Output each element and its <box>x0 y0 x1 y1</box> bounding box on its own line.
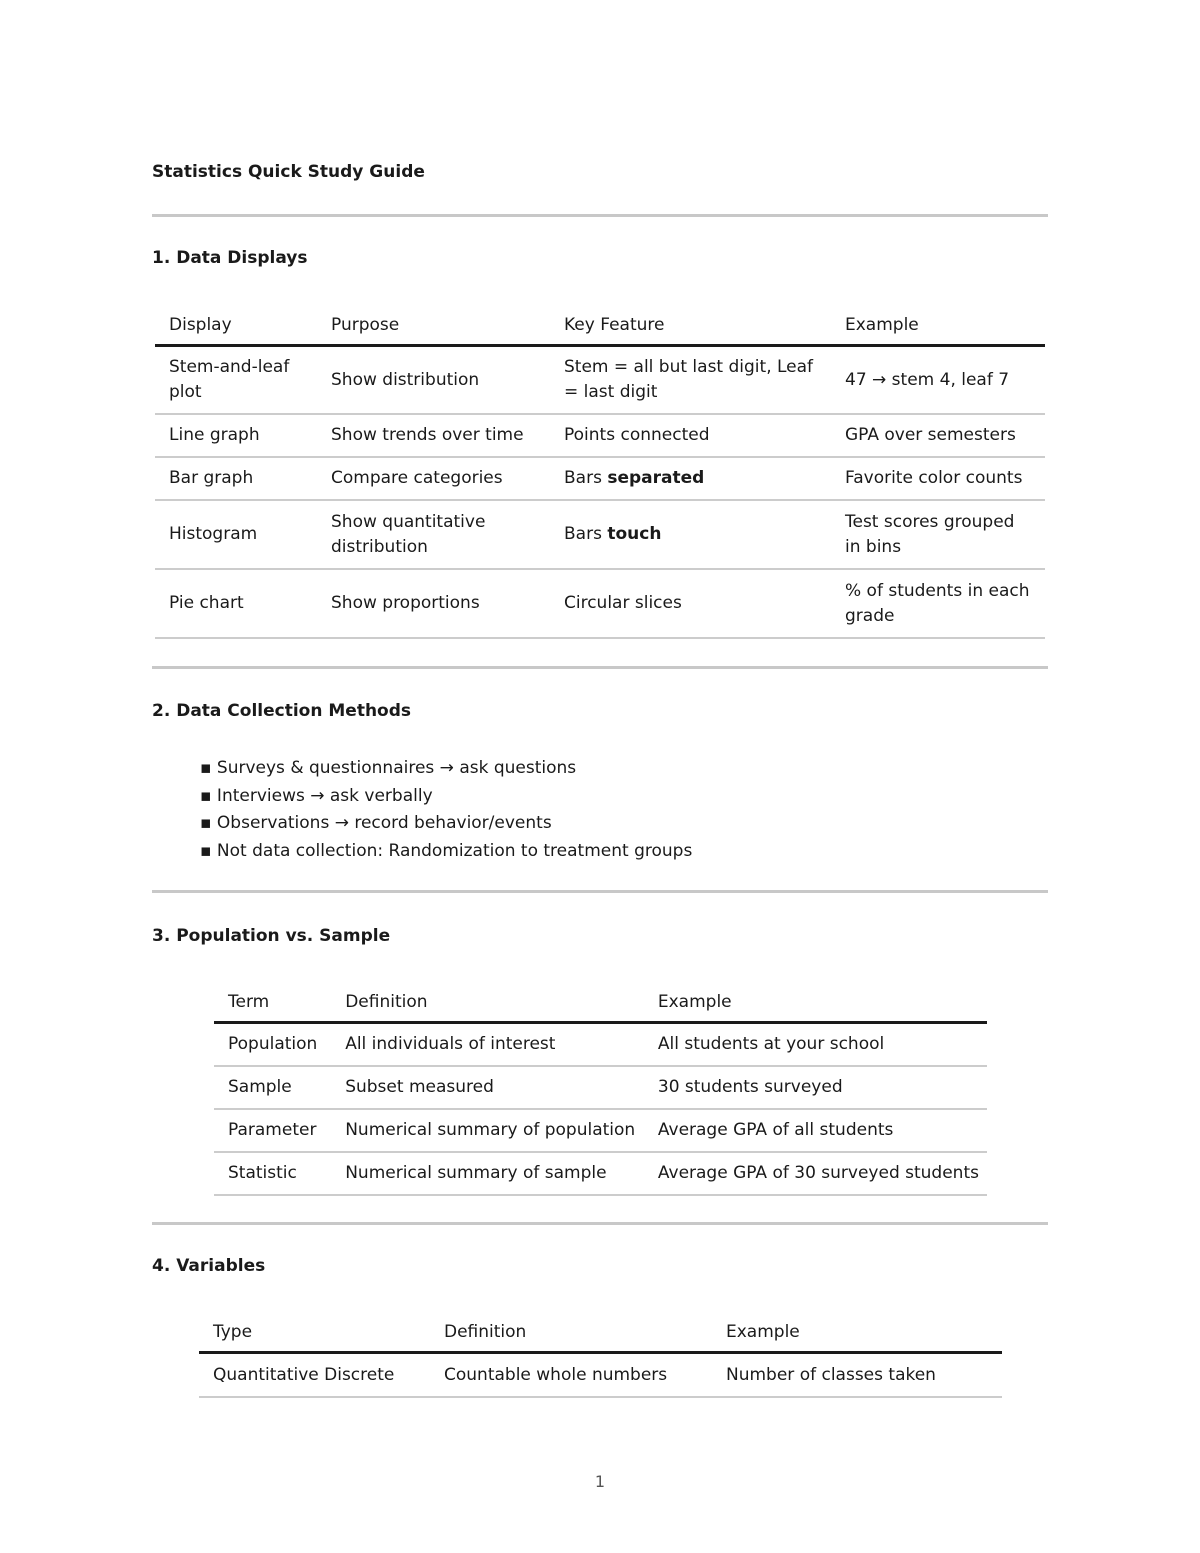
table-header-row <box>199 1313 1002 1353</box>
table-cell: 30 students surveyed <box>644 1066 987 1109</box>
table-cell: Show quantitative distribution <box>317 500 550 569</box>
table-row <box>155 414 1045 457</box>
table-row <box>155 569 1045 638</box>
feature-text: Circular slices <box>564 593 682 613</box>
table-row <box>214 1109 987 1152</box>
table-cell: Show distribution <box>317 346 550 415</box>
divider <box>152 666 1048 669</box>
table-cell: Number of classes taken <box>712 1353 1002 1398</box>
table-cell: Average GPA of all students <box>644 1109 987 1152</box>
table-row <box>155 457 1045 500</box>
list-item: ▪ Surveys & questionnaires → ask questions <box>200 758 577 778</box>
table-row <box>155 346 1045 415</box>
table-cell: Stem-and-leaf plot <box>155 346 317 415</box>
collection-methods-list <box>200 755 692 865</box>
table-cell: Sample <box>214 1066 331 1109</box>
data-displays-table <box>155 306 1045 639</box>
feature-emphasis: separated <box>607 468 705 488</box>
table-cell <box>550 569 831 638</box>
list-item: ▪ Observations → record behavior/events <box>200 813 552 833</box>
table-cell: Favorite color counts <box>831 457 1045 500</box>
column-header: Example <box>831 306 1045 346</box>
feature-text: Stem = all but last digit, Leaf = last digit <box>564 357 814 402</box>
divider <box>152 214 1048 217</box>
divider <box>152 890 1048 893</box>
table-cell: Compare categories <box>317 457 550 500</box>
table-cell: Subset measured <box>331 1066 644 1109</box>
column-header: Definition <box>331 983 644 1023</box>
table-cell: % of students in each grade <box>831 569 1045 638</box>
table-cell: Parameter <box>214 1109 331 1152</box>
table-cell: All individuals of interest <box>331 1023 644 1067</box>
table-header-row <box>214 983 987 1023</box>
feature-text: Points connected <box>564 425 710 445</box>
table-cell: Line graph <box>155 414 317 457</box>
table-cell <box>550 457 831 500</box>
document-title: Statistics Quick Study Guide <box>152 162 425 182</box>
feature-text: Bars <box>564 524 608 544</box>
table-cell: GPA over semesters <box>831 414 1045 457</box>
table-row <box>199 1353 1002 1398</box>
column-header: Purpose <box>317 306 550 346</box>
table-cell: Bar graph <box>155 457 317 500</box>
column-header: Example <box>644 983 987 1023</box>
feature-text: Bars <box>564 468 608 488</box>
table-cell: Average GPA of 30 surveyed students <box>644 1152 987 1195</box>
table-row <box>214 1152 987 1195</box>
table-cell: Show proportions <box>317 569 550 638</box>
section-heading-data-displays: 1. Data Displays <box>152 248 308 268</box>
table-cell: Test scores grouped in bins <box>831 500 1045 569</box>
column-header: Display <box>155 306 317 346</box>
table-cell: Countable whole numbers <box>430 1353 712 1398</box>
section-heading-data-collection: 2. Data Collection Methods <box>152 701 412 721</box>
table-cell: Numerical summary of sample <box>331 1152 644 1195</box>
table-cell: Numerical summary of population <box>331 1109 644 1152</box>
table-cell: 47 → stem 4, leaf 7 <box>831 346 1045 415</box>
table-cell <box>550 414 831 457</box>
table-row <box>214 1023 987 1067</box>
table-cell: Histogram <box>155 500 317 569</box>
table-row <box>214 1066 987 1109</box>
divider <box>152 1222 1048 1225</box>
table-cell <box>550 500 831 569</box>
list-item: ▪ Not data collection: Randomization to treatment groups <box>200 840 693 861</box>
table-cell: Quantitative Discrete <box>199 1353 430 1398</box>
column-header: Key Feature <box>550 306 831 346</box>
feature-emphasis: touch <box>607 524 662 544</box>
list-item: ▪ Interviews → ask verbally <box>200 785 433 806</box>
population-sample-table <box>214 983 987 1196</box>
table-cell: Pie chart <box>155 569 317 638</box>
table-cell: Population <box>214 1023 331 1067</box>
column-header: Term <box>214 983 331 1023</box>
table-cell <box>550 346 831 415</box>
page-number: 1 <box>594 1472 606 1491</box>
variables-table <box>199 1313 1002 1398</box>
table-row <box>155 500 1045 569</box>
table-cell: Statistic <box>214 1152 331 1195</box>
section-heading-variables: 4. Variables <box>152 1256 266 1276</box>
column-header: Definition <box>430 1313 712 1353</box>
table-header-row <box>155 306 1045 346</box>
table-cell: All students at your school <box>644 1023 987 1067</box>
table-cell: Show trends over time <box>317 414 550 457</box>
column-header: Example <box>712 1313 1002 1353</box>
section-heading-population-sample: 3. Population vs. Sample <box>152 926 391 946</box>
column-header: Type <box>199 1313 430 1353</box>
